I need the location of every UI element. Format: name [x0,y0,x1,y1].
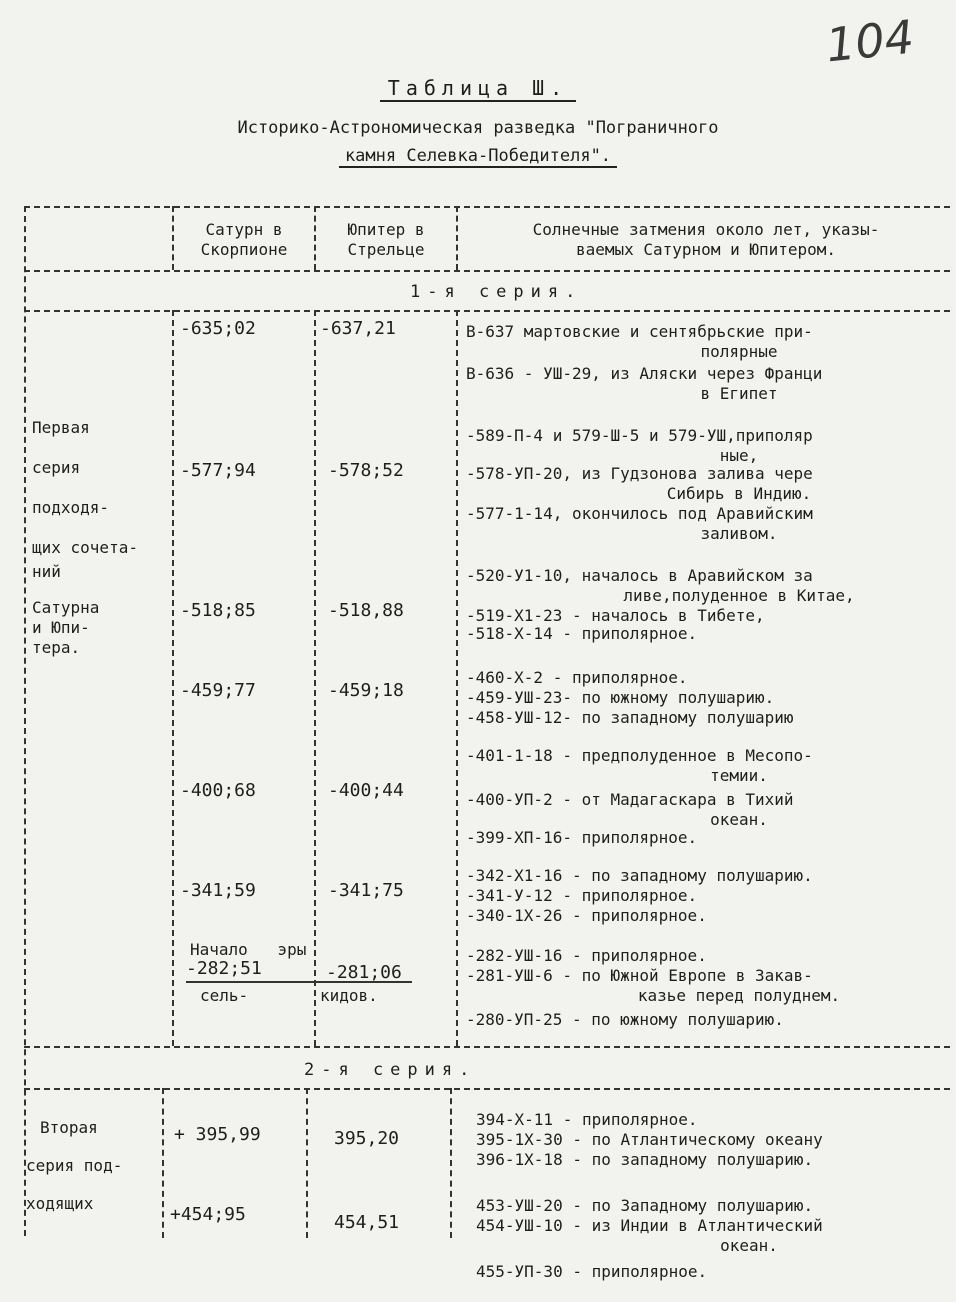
eclipse-line: -341-У-12 - приполярное. [466,886,698,905]
eclipse-entry [466,566,952,606]
eclipse-entry [476,1130,956,1150]
eclipse-line: -401-1-18 - предполуденное в Месопо- [466,746,813,765]
eclipse-line: 455-УП-30 - приполярное. [476,1262,708,1281]
eclipse-entry [466,322,952,362]
eclipse-line: -282-УШ-16 - приполярное. [466,946,707,965]
eclipse-entry [466,866,952,886]
eclipse-entry [476,1262,956,1282]
eclipse-entry [466,828,952,848]
series2-label: 2-я серия. [304,1060,477,1080]
header-saturn-line2: Скорпионе [200,240,288,259]
series2-jupiter-value: 454,51 [334,1212,400,1233]
eclipse-line: В-637 мартовские и сентябрьские при- [466,322,813,341]
era-saturn-value: -282;51 [186,958,262,979]
eclipse-entry [466,1010,952,1030]
eclipse-entry [476,1196,956,1216]
eclipse-entry [476,1216,956,1256]
series1-end-rule [24,1046,950,1048]
series1-description [32,418,138,658]
eclipse-entry [466,966,952,1006]
eclipse-line: -577-1-14, окончилось под Аравийским [466,504,813,523]
series1-desc-line: подходя- [32,498,110,517]
eclipse-line: -518-Х-14 - приполярное. [466,624,698,643]
eclipse-line-cont: заливом. [700,524,778,543]
page-number: 104 [823,9,917,73]
eclipse-line: 454-УШ-10 - из Индии в Атлантический [476,1216,823,1235]
series1-saturn-value: -341;59 [180,880,256,901]
col1-rule-top [172,206,174,270]
series2-desc-line: серия под- [26,1156,123,1175]
eclipse-entry [476,1110,956,1130]
eclipse-line: -459-УШ-23- по южному полушарию. [466,688,775,707]
era-caption-jupiter-side: кидов. [320,986,378,1005]
series2-saturn-value: +454;95 [170,1204,246,1225]
series2-saturn-value: + 395,99 [174,1124,261,1145]
eclipse-line: 453-УШ-20 - по Западному полушарию. [476,1196,814,1215]
eclipse-entry [466,426,952,466]
series1-desc-line: Сатурна [32,598,100,617]
series1-desc-line: и Юпи- [32,618,90,637]
eclipse-line: -458-УШ-12- по западному полушарию [466,708,794,727]
eclipse-line: -280-УП-25 - по южному полушарию. [466,1010,784,1029]
header-saturn-line1: Сатурн в [205,220,283,239]
era-caption: Начало эры [190,940,307,959]
eclipse-line-cont: в Египет [700,384,778,403]
eclipse-line: 395-1Х-30 - по Атлантическому океану [476,1130,823,1149]
eclipse-line: 394-Х-11 - приполярное. [476,1110,698,1129]
subtitle-line-2-text: камня Селевка-Победителя". [339,146,617,168]
eclipse-line-cont: Сибирь в Индию. [666,484,812,503]
series2-jupiter-value: 395,20 [334,1128,400,1149]
eclipse-line-cont: ливе,полуденное в Китае, [623,586,855,605]
eclipse-line: -460-Х-2 - приполярное. [466,668,688,687]
eclipse-line: -520-У1-10, началось в Аравийском за [466,566,813,585]
series2-description [26,1118,123,1232]
series1-saturn-value: -635;02 [180,318,256,339]
eclipse-line-cont: ные, [719,446,759,465]
col2-rule-series2 [306,1088,308,1238]
eclipse-line: В-636 - УШ-29, из Аляски через Франци [466,364,823,383]
series1-desc-line: тера. [32,638,81,657]
header-eclipses-line2: ваемых Сатурном и Юпитером. [575,240,837,259]
col3-rule-top [456,206,458,270]
eclipse-entry [466,906,952,926]
eclipse-entry [466,688,952,708]
series1-jupiter-value: -518,88 [328,600,404,621]
eclipse-line: -399-ХП-16- приполярное. [466,828,698,847]
eclipse-entry [466,504,952,544]
eclipse-entry [466,464,952,504]
eclipse-line-cont: океан. [710,810,768,829]
series1-desc-line: щих сочета- [32,538,138,557]
eclipse-line-cont: океан. [720,1236,778,1255]
table-left-rule [24,206,26,1236]
eclipse-line: -519-Х1-23 - началось в Тибете, [466,606,765,625]
col2-rule-series1 [314,310,316,1046]
eclipse-line: -400-УП-2 - от Мадагаскара в Тихий [466,790,794,809]
eclipse-line: -281-УШ-6 - по Южной Европе в Закав- [466,966,813,985]
series1-label: 1-я серия. [410,282,583,302]
table-title [0,76,956,100]
col3-rule-series1 [456,310,458,1046]
series1-jupiter-value: -578;52 [328,460,404,481]
eclipse-line-cont: казье перед полуднем. [637,986,841,1005]
subtitle-line-1: Историко-Астрономическая разведка "Пограничного [237,118,719,138]
series1-jupiter-value: -459;18 [328,680,404,701]
series2-desc-line: Вторая [40,1118,98,1137]
series1-desc-line: Первая [32,418,90,437]
series1-saturn-value: -518;85 [180,600,256,621]
eclipse-entry [466,886,952,906]
subtitle-line-2 [0,146,956,166]
series1-saturn-value: -400;68 [180,780,256,801]
eclipse-entry [476,1150,956,1170]
series1-desc-line: серия [32,458,81,477]
eclipse-entry [466,790,952,830]
table-top-rule [24,206,950,208]
eclipse-entry [466,946,952,966]
era-jupiter-value: -281;06 [326,962,402,983]
header-jupiter-line1: Юпитер в [347,220,425,239]
header-eclipses [462,220,950,260]
eclipse-line: -578-УП-20, из Гудзонова залива чере [466,464,813,483]
eclipse-line: -589-П-4 и 579-Ш-5 и 579-УШ,приполяр [466,426,813,445]
series1-jupiter-value: -341;75 [328,880,404,901]
eclipse-entry [466,606,952,626]
eclipse-line-cont: полярные [700,342,778,361]
eclipse-line: -342-Х1-16 - по западному полушарию. [466,866,813,885]
col3-rule-series2 [450,1088,452,1238]
series2-desc-line: ходящих [26,1194,94,1213]
era-caption-saturn-side: сель- [200,986,249,1005]
eclipse-entry [466,708,952,728]
eclipse-entry [466,364,952,404]
table-title-text: Таблица Ш. [380,76,576,102]
series1-jupiter-value: -637,21 [320,318,396,339]
series1-saturn-value: -577;94 [180,460,256,481]
header-jupiter-line2: Стрельце [347,240,425,259]
eclipse-line: 396-1Х-18 - по западному полушарию. [476,1150,814,1169]
eclipse-entry [466,746,952,786]
eclipse-line: -340-1Х-26 - приполярное. [466,906,707,925]
header-saturn [176,220,312,260]
eclipse-entry [466,624,952,644]
series1-jupiter-value: -400;44 [328,780,404,801]
series1-label-rule [24,310,950,312]
header-jupiter [318,220,454,260]
header-bottom-rule [24,270,950,272]
col1-rule-series2 [162,1088,164,1238]
series1-saturn-value: -459;77 [180,680,256,701]
col2-rule-top [314,206,316,270]
col1-rule-series1 [172,310,174,1046]
eclipse-line-cont: темии. [710,766,768,785]
header-eclipses-line1: Солнечные затмения около лет, указы- [532,220,880,239]
eclipse-entry [466,668,952,688]
series1-desc-line: ний [32,562,61,581]
